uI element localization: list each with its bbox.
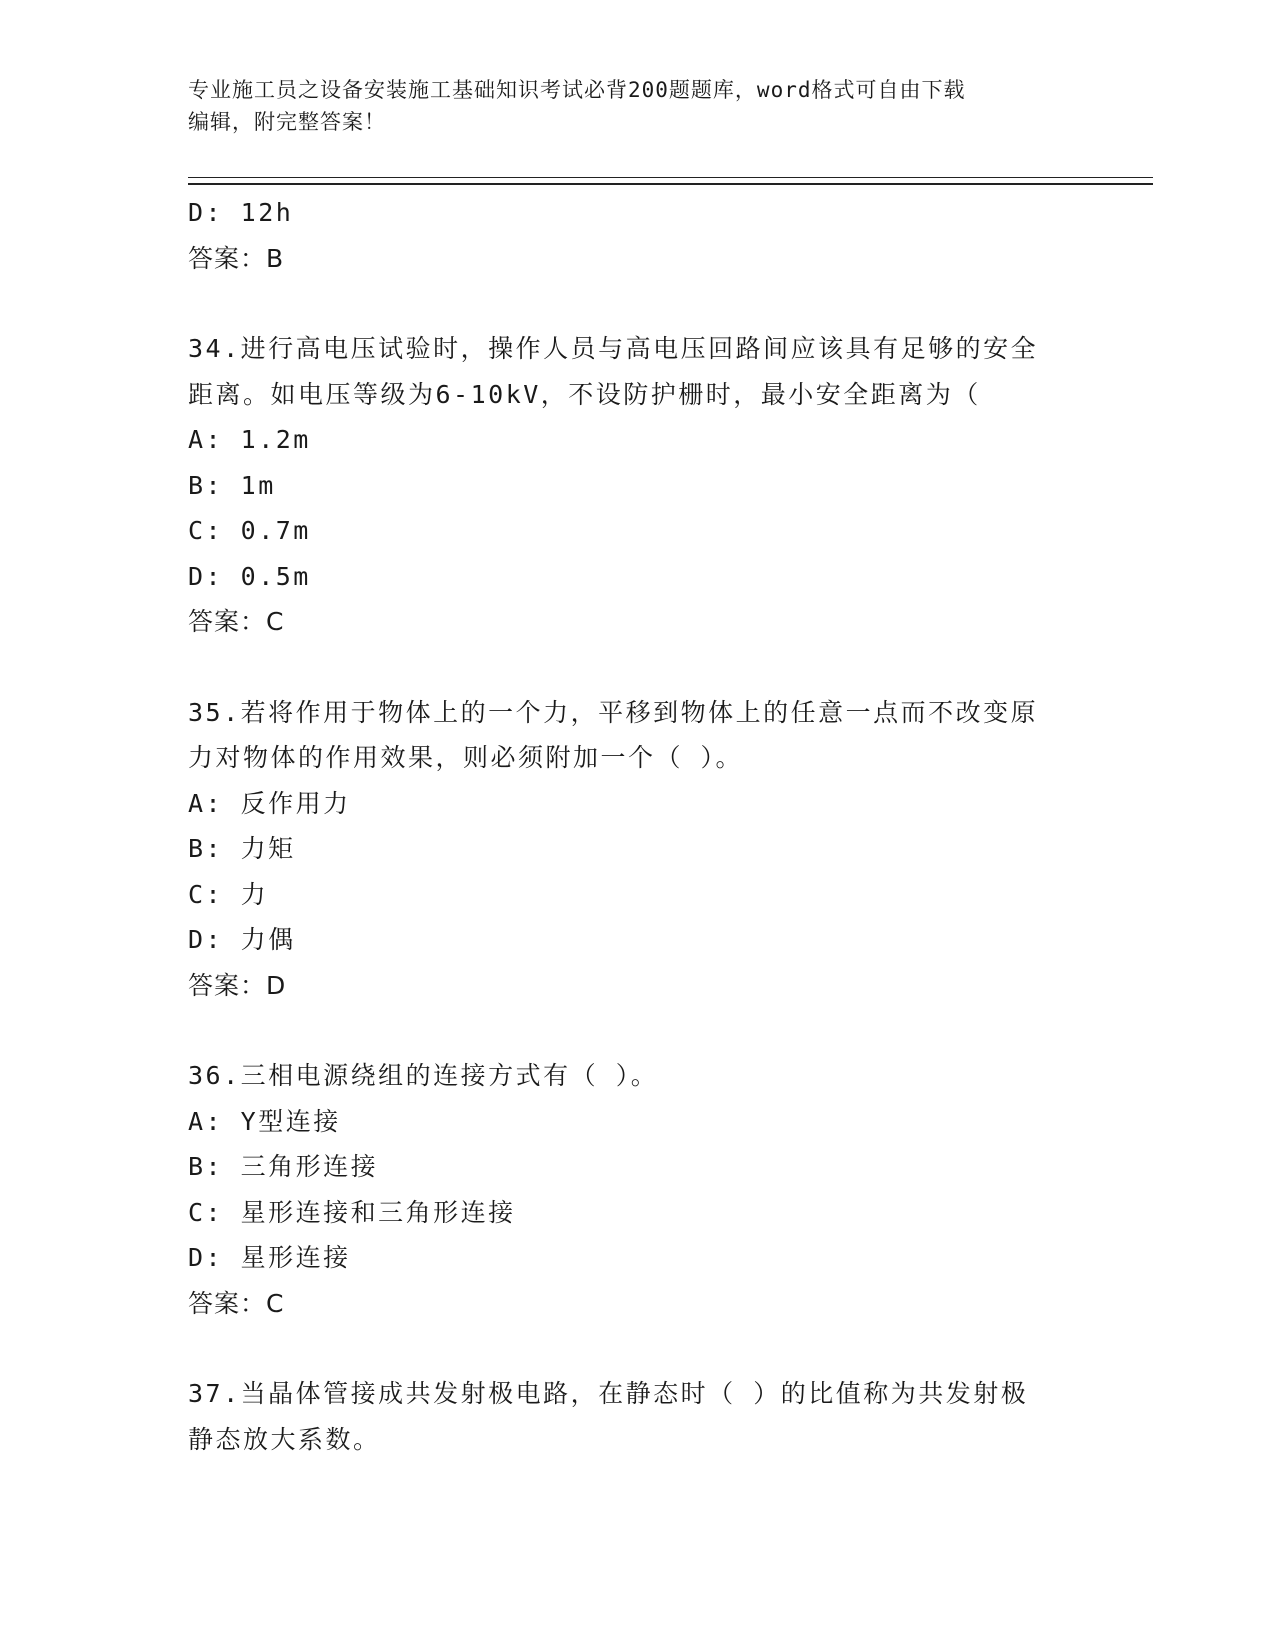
question-text-line-1: 36.三相电源绕组的连接方式有（ ）。	[188, 1061, 659, 1090]
option-d: D: 0.5m	[188, 561, 311, 591]
option-a: A: 反作用力	[188, 788, 351, 818]
question-text-line-2: 距离。如电压等级为6-10kV，不设防护栅时，最小安全距离为（	[188, 379, 981, 409]
question-text-line-2: 力对物体的作用效果，则必须附加一个（ ）。	[188, 743, 744, 772]
option-b: B: 1m	[188, 470, 276, 500]
question-36	[188, 1053, 1088, 1326]
option-b: B: 力矩	[188, 834, 296, 863]
question-text-line-1: 34.进行高电压试验时，操作人员与高电压回路间应该具有足够的安全	[188, 334, 1039, 363]
option-b: B: 三角形连接	[188, 1152, 379, 1181]
answer: 答案：D	[188, 970, 287, 1000]
question-list	[188, 190, 1088, 1462]
previous-answer: 答案：B	[188, 243, 285, 273]
option-d: D: 星形连接	[188, 1243, 351, 1272]
question-gap	[188, 281, 1088, 326]
option-a: A: 1.2m	[188, 425, 311, 454]
option-c: C: 星形连接和三角形连接	[188, 1197, 516, 1227]
option-d: D: 力偶	[188, 925, 296, 954]
question-37	[188, 1371, 1088, 1462]
header-title-line-2: 编辑，附完整答案！	[188, 110, 386, 134]
answer: 答案：C	[188, 607, 285, 636]
option-a: A: Y型连接	[188, 1106, 341, 1136]
question-gap	[188, 1008, 1088, 1053]
question-34	[188, 326, 1088, 645]
question-35	[188, 690, 1088, 1009]
option-c: C: 力	[188, 879, 269, 909]
question-text-line-1: 37.当晶体管接成共发射极电路，在静态时（ ）的比值称为共发射极	[188, 1379, 1029, 1408]
question-gap	[188, 1326, 1088, 1371]
header-divider-thick	[188, 183, 1153, 185]
option-c: C: 0.7m	[188, 516, 311, 545]
document-header	[188, 74, 1068, 138]
answer: 答案：C	[188, 1288, 285, 1318]
header-divider-thin	[188, 177, 1153, 178]
question-text-line-1: 35.若将作用于物体上的一个力，平移到物体上的任意一点而不改变原	[188, 697, 1039, 727]
question-text-line-2: 静态放大系数。	[188, 1424, 381, 1454]
previous-option-d: D: 12h	[188, 198, 294, 227]
header-title-line-1: 专业施工员之设备安装施工基础知识考试必背200题题库，word格式可自由下载	[188, 78, 966, 102]
question-gap	[188, 645, 1088, 690]
